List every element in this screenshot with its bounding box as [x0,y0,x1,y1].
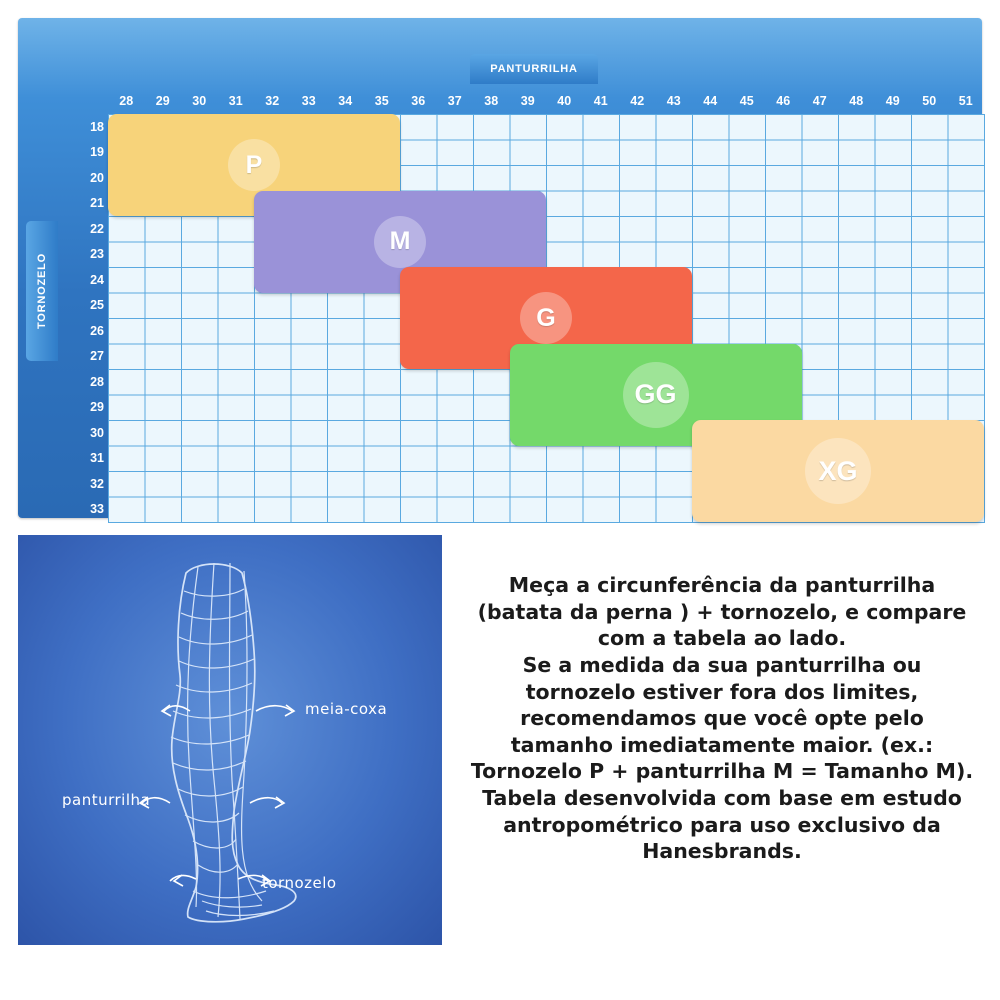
chart-plot-area [108,114,985,523]
instruction-line: recomendamos que você opte pelo [520,706,924,731]
leg-illustration [18,535,442,945]
instruction-line: Tabela desenvolvida com base em estudo [482,786,962,811]
tornozelo-axis-label: TORNOZELO [36,252,48,330]
leg-label-meia-coxa: meia-coxa [305,700,388,718]
instruction-line: Tornozelo P + panturrilha M = Tamanho M). [470,759,974,784]
x-tick-label: 30 [192,94,207,108]
y-tick-label: 25 [90,298,104,313]
panturrilha-axis-label: PANTURRILHA [490,63,578,75]
x-tick-label: 28 [119,94,134,108]
y-tick-label: 21 [90,196,104,211]
size-zone-label: P [228,139,280,191]
instructions-text [462,572,982,865]
panturrilha-axis-tab [470,54,598,84]
x-tick-label: 40 [557,94,572,108]
size-zone-xg [692,420,984,522]
y-tick-label: 29 [90,400,104,415]
size-zone-label: XG [805,438,871,504]
y-tick-label: 24 [90,272,104,287]
instruction-line: tamanho imediatamente maior. (ex.: [510,732,934,757]
y-tick-label: 18 [90,119,104,134]
leg-label-panturrilha: panturrilha [62,791,151,809]
instruction-line: Se a medida da sua panturrilha ou [522,652,922,677]
x-tick-label: 37 [447,94,462,108]
x-tick-label: 34 [338,94,353,108]
x-tick-label: 49 [885,94,900,108]
x-axis-tick-row [108,90,984,112]
x-tick-label: 44 [703,94,718,108]
x-tick-label: 35 [374,94,389,108]
x-tick-label: 42 [630,94,645,108]
x-tick-label: 36 [411,94,426,108]
x-tick-label: 38 [484,94,499,108]
x-tick-label: 29 [155,94,170,108]
size-zone-label: GG [623,362,689,428]
x-tick-label: 39 [520,94,535,108]
x-tick-label: 51 [958,94,973,108]
instruction-line: Meça a circunferência da panturrilha [508,573,936,597]
chart-grid-wrapper [74,90,984,525]
y-tick-label: 19 [90,145,104,160]
x-tick-label: 46 [776,94,791,108]
leg-label-tornozelo: tornozelo [262,874,337,892]
x-tick-label: 47 [812,94,827,108]
y-tick-label: 27 [90,349,104,364]
size-zone-label: M [374,216,426,268]
y-axis-tick-column [74,114,108,522]
x-tick-label: 31 [228,94,243,108]
instruction-line: com a tabela ao lado. [597,626,847,651]
instruction-line: (batata da perna ) + tornozelo, e compare [477,599,967,624]
y-tick-label: 23 [90,247,104,262]
size-zone-label: G [520,292,572,344]
y-tick-label: 20 [90,170,104,185]
instruction-line: tornozelo estiver fora dos limites, [525,679,919,704]
y-tick-label: 33 [90,502,104,517]
y-tick-label: 30 [90,425,104,440]
size-chart-panel [18,18,982,518]
y-tick-label: 26 [90,323,104,338]
y-tick-label: 31 [90,451,104,466]
x-tick-label: 33 [301,94,316,108]
instruction-line: Hanesbrands. [642,839,802,864]
leg-diagram-panel [18,535,442,945]
x-tick-label: 48 [849,94,864,108]
x-tick-label: 32 [265,94,280,108]
y-tick-label: 28 [90,374,104,389]
y-tick-label: 22 [90,221,104,236]
y-tick-label: 32 [90,476,104,491]
instruction-line: antropométrico para uso exclusivo da [503,812,941,837]
x-tick-label: 41 [593,94,608,108]
x-tick-label: 43 [666,94,681,108]
x-tick-label: 50 [922,94,937,108]
tornozelo-axis-tab [26,221,58,361]
x-tick-label: 45 [739,94,754,108]
